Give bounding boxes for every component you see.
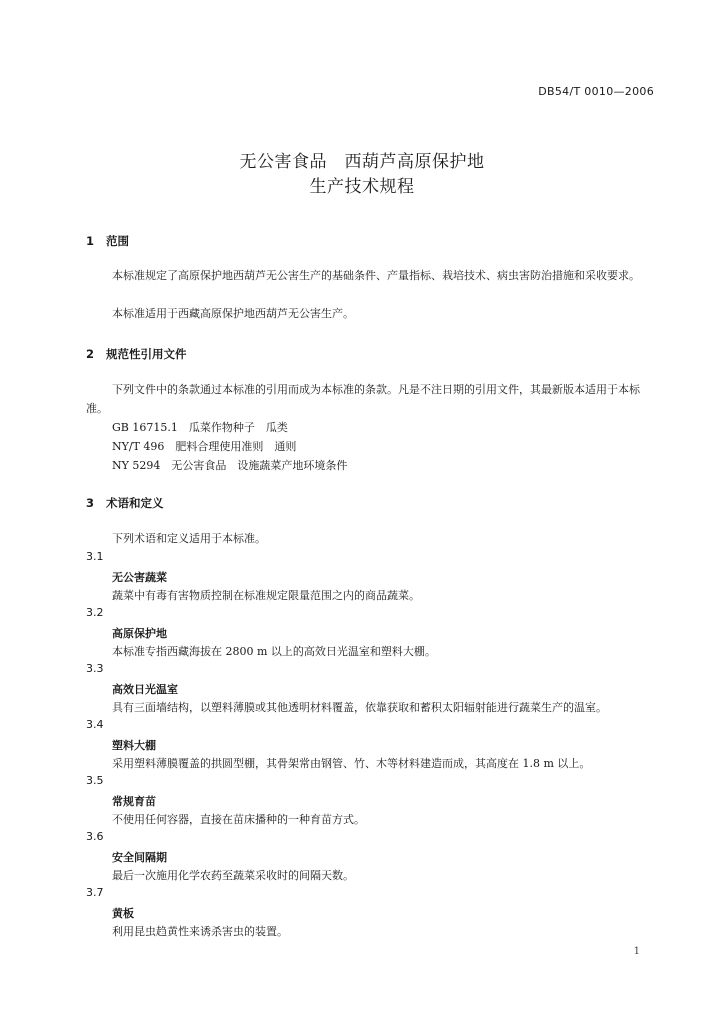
term-definition: 最后一次施用化学农药至蔬菜采收时的间隔天数。 [112,869,354,882]
document-title-line2: 生产技术规程 [309,177,415,197]
document-title-line1: 无公害食品 西葫芦高原保护地 [239,152,485,172]
section-number: 3 [86,496,95,510]
section-number: 1 [86,234,95,248]
reference-item: NY 5294 无公害食品 设施蔬菜产地环境条件 [112,459,348,472]
page-number: 1 [633,946,640,957]
term-number: 3.4 [86,718,104,731]
term-name: 常规育苗 [112,795,156,808]
term-name: 塑料大棚 [112,739,156,752]
term-number: 3.6 [86,830,104,843]
section-title: 范围 [106,234,129,248]
section-number: 2 [86,347,95,361]
section-title: 规范性引用文件 [106,347,187,361]
reference-item: NY/T 496 肥料合理使用准则 通则 [112,440,297,453]
reference-item: GB 16715.1 瓜菜作物种子 瓜类 [112,421,288,434]
section-title: 术语和定义 [106,496,164,510]
references-paragraph: 下列文件中的条款通过本标准的引用而成为本标准的条款。凡是不注日期的引用文件，其最新版本适用于本标准。 [86,383,640,415]
term-definition: 不使用任何容器，直接在苗床播种的一种育苗方式。 [112,813,365,826]
standard-code: DB54/T 0010—2006 [538,85,654,98]
term-definition: 采用塑料薄膜覆盖的拱圆型棚，其骨架常由钢管、竹、木等材料建造而成，其高度在 1.8 m 以上。 [112,757,591,770]
section-heading-references [86,346,187,362]
term-name: 无公害蔬菜 [112,571,167,584]
term-definition: 具有三面墙结构，以塑料薄膜或其他透明材料覆盖，依靠获取和蓄积太阳辐射能进行蔬菜生产的温室。 [112,701,607,714]
term-definition: 利用昆虫趋黄性来诱杀害虫的装置。 [112,925,288,938]
scope-paragraph-2: 本标准适用于西藏高原保护地西葫芦无公害生产。 [112,307,354,320]
term-definition: 本标准专指西藏海拔在 2800 m 以上的高效日光温室和塑料大棚。 [112,645,436,658]
term-number: 3.2 [86,606,104,619]
term-name: 高效日光温室 [112,683,178,696]
section-heading-scope [86,233,129,249]
term-number: 3.7 [86,886,104,899]
term-definition: 蔬菜中有毒有害物质控制在标准规定限量范围之内的商品蔬菜。 [112,589,420,602]
term-number: 3.1 [86,550,104,563]
term-name: 安全间隔期 [112,851,167,864]
term-name: 黄板 [112,907,134,920]
term-number: 3.5 [86,774,104,787]
term-name: 高原保护地 [112,627,167,640]
scope-paragraph-1: 本标准规定了高原保护地西葫芦无公害生产的基础条件、产量指标、栽培技术、病虫害防治措施和采收要求。 [112,269,640,282]
term-number: 3.3 [86,662,104,675]
terms-intro: 下列术语和定义适用于本标准。 [112,532,266,545]
section-heading-terms [86,495,164,511]
